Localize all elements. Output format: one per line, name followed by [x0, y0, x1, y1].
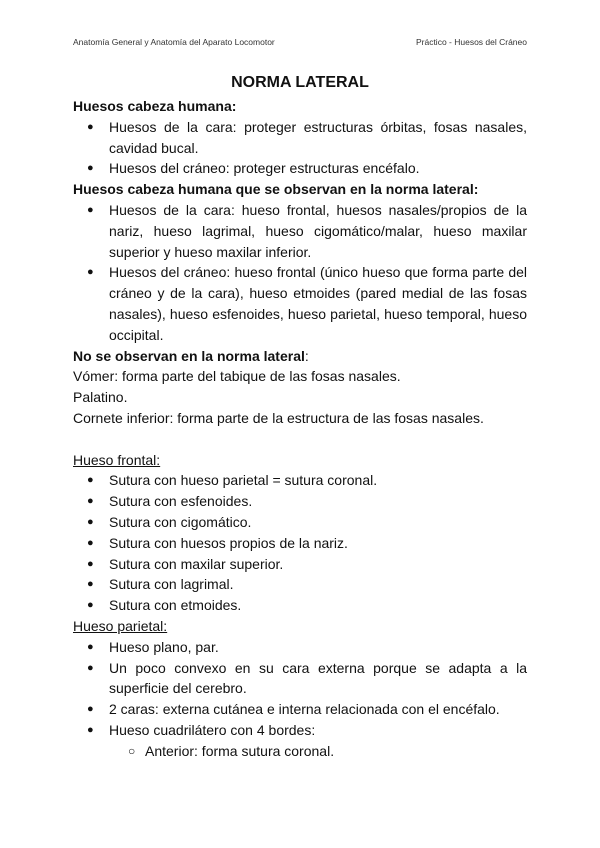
- list-item: ● Huesos del cráneo: hueso frontal (único hueso que forma parte del cráneo y de la cara), hueso etmoides (pared medial de las fosas nasales), hueso esfenoides, hueso parietal, hueso temporal, hueso occipital.: [73, 262, 527, 345]
- text-line: Palatino.: [73, 389, 128, 406]
- list-item: ● Sutura con etmoides.: [73, 595, 527, 616]
- header-course-title: Anatomía General y Anatomía del Aparato Locomotor: [73, 37, 275, 47]
- list-item: ● Sutura con lagrimal.: [73, 574, 527, 595]
- header-practical-title: Práctico - Huesos del Cráneo: [415, 37, 527, 47]
- page-title: NORMA LATERAL: [231, 74, 369, 91]
- list-norma-lateral: [73, 200, 527, 346]
- document-body: [73, 72, 527, 762]
- list-item: ● Huesos de la cara: proteger estructuras órbitas, fosas nasales, cavidad bucal.: [73, 117, 527, 159]
- list-item: ● Sutura con maxilar superior.: [73, 554, 527, 575]
- list-item: ● 2 caras: externa cutánea e interna relacionada con el encéfalo.: [73, 699, 527, 720]
- no-observan-label: No se observan en la norma lateral: [73, 347, 305, 364]
- spacer: [73, 429, 527, 450]
- sub-list-item: ○ Anterior: forma sutura coronal.: [73, 741, 527, 762]
- list-item: ● Sutura con hueso parietal = sutura coronal.: [73, 470, 527, 491]
- section-heading-norma-lateral: Huesos cabeza humana que se observan en la norma lateral:: [73, 181, 479, 198]
- section-heading-huesos-cabeza: Huesos cabeza humana:: [73, 98, 237, 114]
- list-item: ● Hueso plano, par.: [73, 637, 527, 658]
- sublist-bordes: [73, 741, 527, 762]
- list-item: ● Huesos del cráneo: proteger estructuras encéfalo.: [73, 158, 527, 179]
- section-heading-hueso-parietal: Hueso parietal:: [73, 617, 168, 634]
- section-heading-no-observan: [73, 346, 527, 367]
- list-item: ● Sutura con huesos propios de la nariz.: [73, 533, 527, 554]
- list-item: ● Huesos de la cara: hueso frontal, huesos nasales/propios de la nariz, hueso lagrimal, hueso cigomático/malar, hueso maxilar superior y hueso maxilar inferior.: [73, 200, 527, 262]
- text-line: Vómer: forma parte del tabique de las fosas nasales.: [73, 368, 401, 385]
- list-item: ● Sutura con cigomático.: [73, 512, 527, 533]
- section-heading-hueso-frontal: Hueso frontal:: [73, 451, 161, 468]
- list-hueso-frontal: [73, 470, 527, 616]
- list-huesos-cabeza: [73, 117, 527, 179]
- list-item: ● Hueso cuadrilátero con 4 bordes:: [73, 720, 527, 741]
- text-line: Cornete inferior: forma parte de la estructura de las fosas nasales.: [73, 409, 484, 426]
- no-observan-colon: :: [304, 347, 309, 364]
- list-hueso-parietal: [73, 637, 527, 741]
- list-item: ● Un poco convexo en su cara externa porque se adapta a la superficie del cerebro.: [73, 658, 527, 700]
- list-item: ● Sutura con esfenoides.: [73, 491, 527, 512]
